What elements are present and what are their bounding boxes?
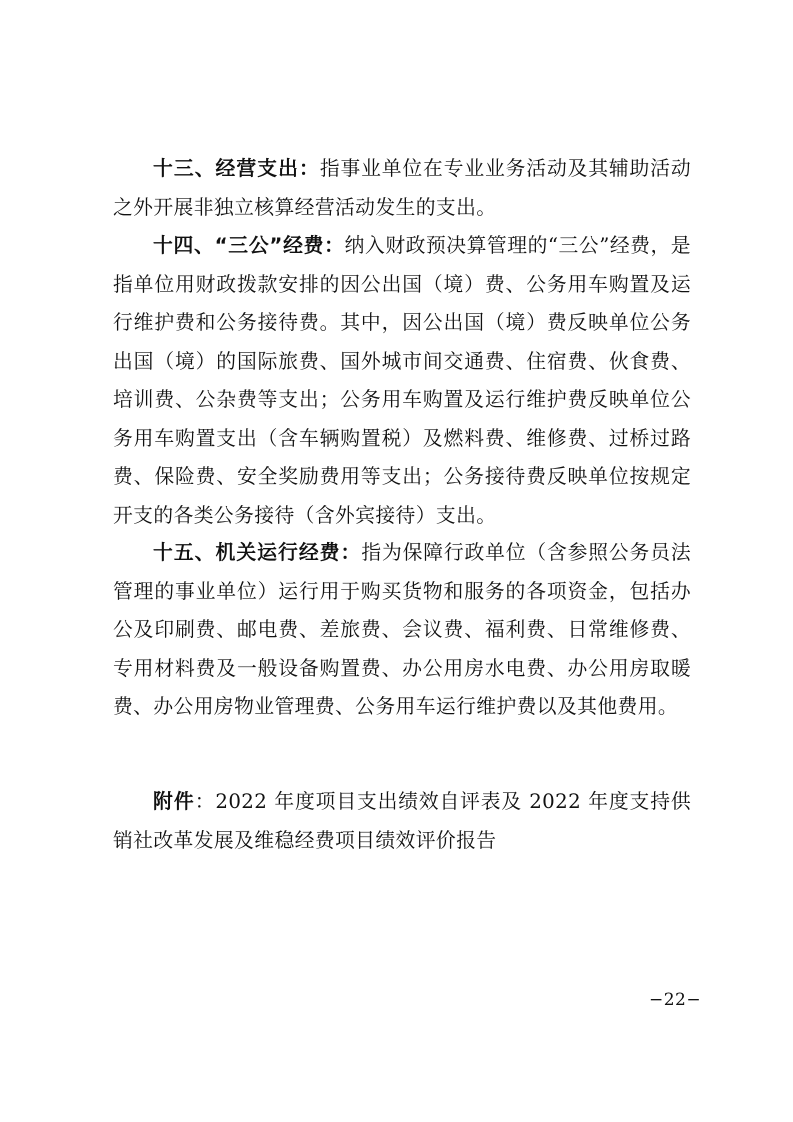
term-definition: 指事业单位在专业业务活动及其辅助活动之外开展非独立核算经营活动发生的支出。 bbox=[113, 157, 692, 219]
page-number: −22− bbox=[649, 990, 702, 1010]
term-heading: 十五、机关运行经费 bbox=[153, 541, 341, 564]
paragraph-attachment bbox=[113, 783, 691, 860]
term-definition: 纳入财政预决算管理的“三公”经费，是指单位用财政拨款安排的因公出国（境）费、公务用车购置及运行维护费和公务接待费。其中，因公出国（境）费反映单位公务出国（境）的国际旅费、国外城市间交通费、住宿费、伙食费、培训费、公杂费等支出；公务用车购置及运行维护费反映单位公务用车购置支出（含车辆购置税）及燃料费、维修费、过桥过路费、保险费、安全奖励费用等支出；公务接待费反映单位按规定开支的各类公务接待（含外宾接待）支出。 bbox=[113, 234, 691, 527]
attachment-label: 附件 bbox=[153, 790, 195, 813]
term-heading: 十四、“三公”经费 bbox=[153, 234, 325, 257]
paragraph-three-public-expenses bbox=[113, 227, 691, 535]
term-heading: 十三、经营支出 bbox=[153, 157, 299, 180]
paragraph-operating-expenditure bbox=[113, 150, 691, 227]
attachment-text: 2022 年度项目支出绩效自评表及 2022 年度支持供销社改革发展及维稳经费项目绩效评价报告 bbox=[113, 790, 692, 852]
term-colon: ： bbox=[324, 234, 345, 257]
paragraph-agency-operating-funds bbox=[113, 534, 691, 727]
term-colon: ： bbox=[298, 157, 320, 180]
attachment-colon: ： bbox=[194, 790, 216, 813]
term-colon: ： bbox=[340, 541, 362, 564]
term-definition: 指为保障行政单位（含参照公务员法管理的事业单位）运行用于购买货物和服务的各项资金，包括办公及印刷费、邮电费、差旅费、会议费、福利费、日常维修费、专用材料费及一般设备购置费、办公用房水电费、办公用房取暖费、办公用房物业管理费、公务用车运行维护费以及其他费用。 bbox=[113, 541, 692, 718]
